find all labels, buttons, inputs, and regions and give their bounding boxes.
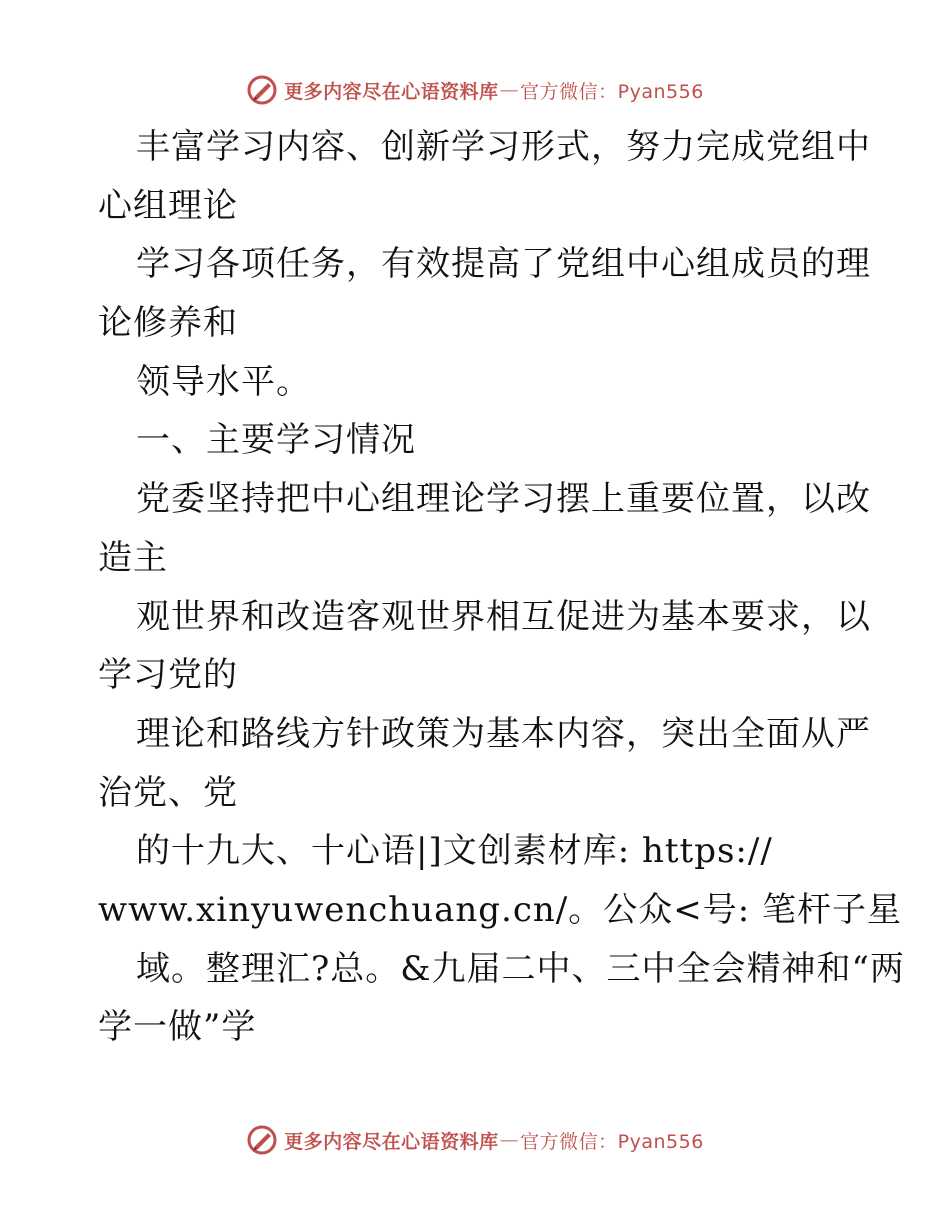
page-footer <box>0 1120 950 1160</box>
text-line: 学习党的 <box>98 655 238 696</box>
brand-logo-icon <box>246 1124 278 1156</box>
text-line: 领导水平。 <box>136 361 311 402</box>
document-body <box>98 118 905 1057</box>
text-line: 学习各项任务，有效提高了党组中心组成员的理 <box>136 244 871 285</box>
text-line: www.xinyuwenchuang.cn/。公众<号: 笔杆子星 <box>98 889 902 930</box>
text-line: 的十九大、十心语|]文创素材库: https:// <box>136 831 773 872</box>
header-contact-text: 官方微信：Pyan556 <box>520 80 704 103</box>
text-line: 党委坚持把中心组理论学习摆上重要位置，以改 <box>136 479 871 520</box>
text-line: 造主 <box>98 537 168 578</box>
text-line: 观世界和改造客观世界相互促进为基本要求，以 <box>136 596 871 637</box>
text-line: 治党、党 <box>98 772 238 813</box>
page-header <box>0 70 950 110</box>
brand-logo-icon <box>246 74 278 106</box>
section-heading: 一、主要学习情况 <box>136 420 416 461</box>
text-line: 论修养和 <box>98 303 238 344</box>
text-line: 心组理论 <box>98 185 238 226</box>
header-separator: — <box>499 79 520 101</box>
text-line: 理论和路线方针政策为基本内容，突出全面从严 <box>136 713 871 754</box>
footer-brand-text: 更多内容尽在心语资料库 <box>284 1130 499 1153</box>
footer-contact-text: 官方微信：Pyan556 <box>520 1130 704 1153</box>
text-line: 域。整理汇?总。&九届二中、三中全会精神和“两 <box>136 948 905 989</box>
footer-separator: — <box>499 1129 520 1151</box>
header-brand-text: 更多内容尽在心语资料库 <box>284 80 499 103</box>
text-line: 丰富学习内容、创新学习形式，努力完成党组中 <box>136 127 871 167</box>
text-line: 学一做”学 <box>98 1007 257 1048</box>
